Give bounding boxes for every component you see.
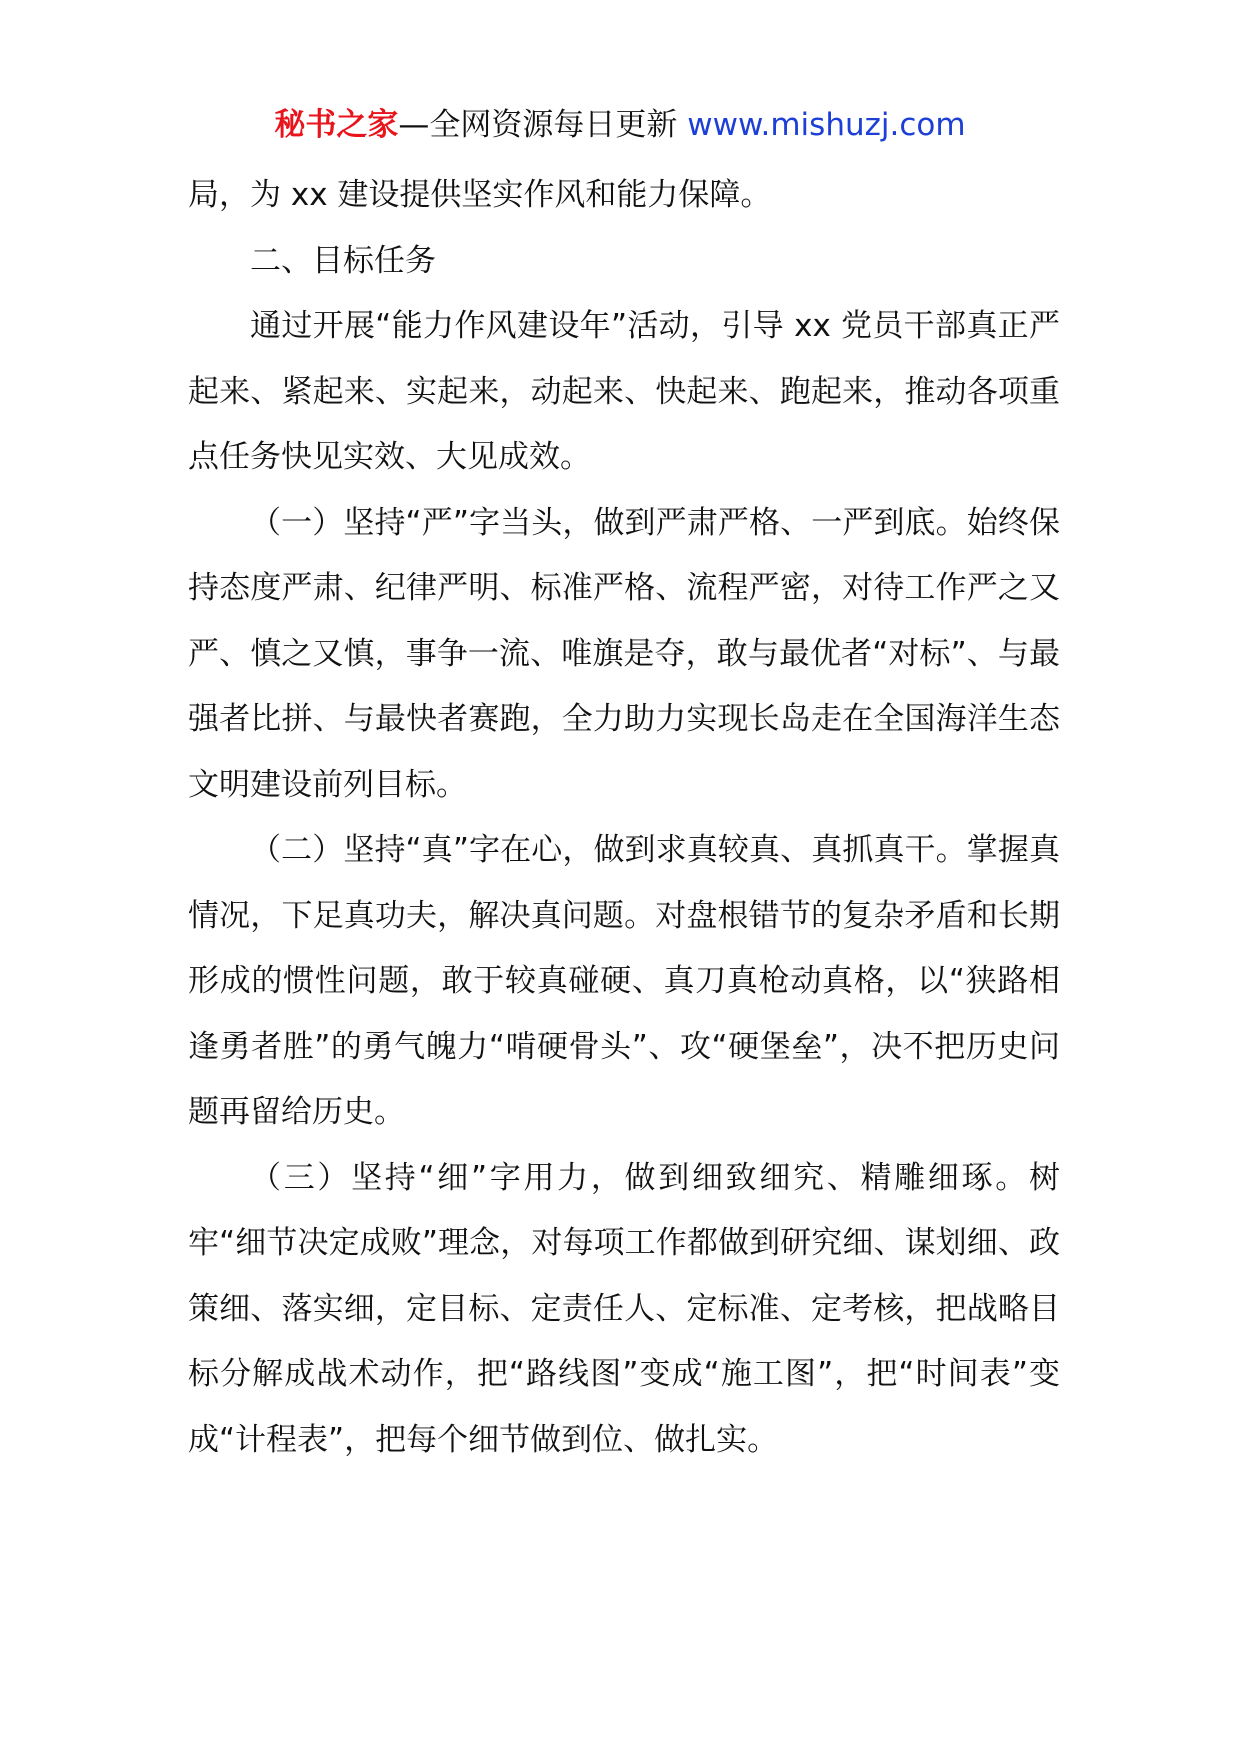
brand-name: 秘书之家 <box>274 107 399 143</box>
paragraph-item-2: （二）坚持“真”字在心，做到求真较真、真抓真干。掌握真情况，下足真功夫，解决真问题。对盘根错节的复杂矛盾和长期形成的惯性问题，敢于较真碰硬、真刀真枪动真格，以“狭路相逢勇者胜”的勇气魄力“啃硬骨头”、攻“硬堡垒”，决不把历史问题再留给历史。 <box>188 832 1060 1130</box>
document-body <box>188 163 1060 1473</box>
site-url-link[interactable]: www.mishuzj.com <box>687 107 966 143</box>
paragraph-item-3: （三）坚持“细”字用力，做到细致细究、精雕细琢。树牢“细节决定成败”理念，对每项工作都做到研究细、谋划细、政策细、落实细，定目标、定责任人、定标准、定考核，把战略目标分解成战术动作，把“路线图”变成“施工图”，把“时间表”变成“计程表”，把每个细节做到位、做扎实。 <box>188 1159 1060 1458</box>
header-tagline: —全网资源每日更新 <box>398 107 678 143</box>
section-heading-goals: 二、目标任务 <box>250 242 436 279</box>
page-header <box>0 100 1240 150</box>
paragraph-intro: 通过开展“能力作风建设年”活动，引导 xx 党员干部真正严起来、紧起来、实起来，动起来、快起来、跑起来，推动各项重点任务快见实效、大见成效。 <box>188 308 1060 475</box>
paragraph-item-1: （一）坚持“严”字当头，做到严肃严格、一严到底。始终保持态度严肃、纪律严明、标准严格、流程严密，对待工作严之又严、慎之又慎，事争一流、唯旗是夺，敢与最优者“对标”、与最强者比拼、与最快者赛跑，全力助力实现长岛走在全国海洋生态文明建设前列目标。 <box>188 504 1060 803</box>
paragraph-continuation: 局，为 xx 建设提供坚实作风和能力保障。 <box>188 177 772 213</box>
